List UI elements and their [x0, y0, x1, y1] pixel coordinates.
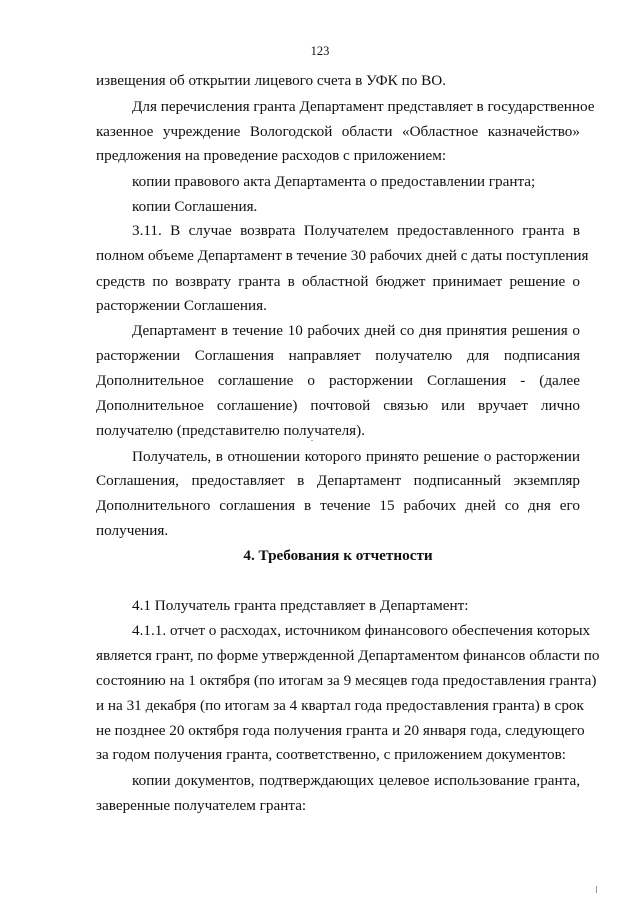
text-line: и на 31 декабря (по итогам за 4 квартал года предоставления гранта) в срок — [96, 697, 584, 714]
section-heading: 4. Требования к отчетности — [243, 547, 433, 564]
text-line: 3.11. В случае возврата Получателем предоставленного гранта в — [132, 222, 580, 239]
text-line: Департамент в течение 10 рабочих дней со дня принятия решения о — [132, 322, 580, 339]
text-line: средств по возврату гранта в областной бюджет принимает решение о — [96, 273, 580, 290]
text-line: получателю (представителю получателя). — [96, 422, 366, 439]
scan-artifact — [311, 440, 313, 441]
text-line: расторжении Соглашения. — [96, 297, 267, 314]
text-line: Получатель, в отношении которого принято решение о расторжении — [132, 448, 580, 465]
text-line: Дополнительное соглашение о расторжении Соглашения - (далее — [96, 372, 580, 389]
text-line: Дополнительного соглашения в течение 15 рабочих дней со дня его — [96, 497, 580, 514]
text-line: Соглашения, предоставляет в Департамент подписанный экземпляр — [96, 472, 580, 489]
text-line: не позднее 20 октября года получения гранта и 20 января года, следующего — [96, 722, 585, 739]
text-line: расторжении Соглашения направляет получателю для подписания — [96, 347, 580, 364]
text-line: извещения об открытии лицевого счета в УФК по ВО. — [96, 72, 447, 89]
text-line: заверенные получателем гранта: — [96, 797, 307, 814]
text-line: копии Соглашения. — [132, 198, 258, 215]
text-line: 4.1.1. отчет о расходах, источником финансового обеспечения которых — [132, 622, 591, 639]
text-line: копии правового акта Департамента о предоставлении гранта; — [132, 173, 536, 190]
text-line: копии документов, подтверждающих целевое использование гранта, — [132, 772, 580, 789]
text-line: получения. — [96, 522, 169, 539]
text-line: казенное учреждение Вологодской области «Областное казначейство» — [96, 123, 580, 140]
scan-artifact — [596, 886, 597, 893]
text-line: является грант, по форме утвержденной Департаментом финансов области по — [96, 647, 600, 664]
text-line: Для перечисления гранта Департамент представляет в государственное — [132, 98, 595, 115]
page-number: 123 — [310, 44, 330, 58]
text-line: 4.1 Получатель гранта представляет в Департамент: — [132, 597, 469, 614]
text-line: Дополнительное соглашение) почтовой связью или вручает лично — [96, 397, 580, 414]
text-line: состоянию на 1 октября (по итогам за 9 месяцев года предоставления гранта) — [96, 672, 597, 689]
text-line: предложения на проведение расходов с приложением: — [96, 147, 447, 164]
text-line: за годом получения гранта, соответственно, с приложением документов: — [96, 746, 566, 763]
text-line: полном объеме Департамент в течение 30 рабочих дней с даты поступления — [96, 247, 589, 264]
